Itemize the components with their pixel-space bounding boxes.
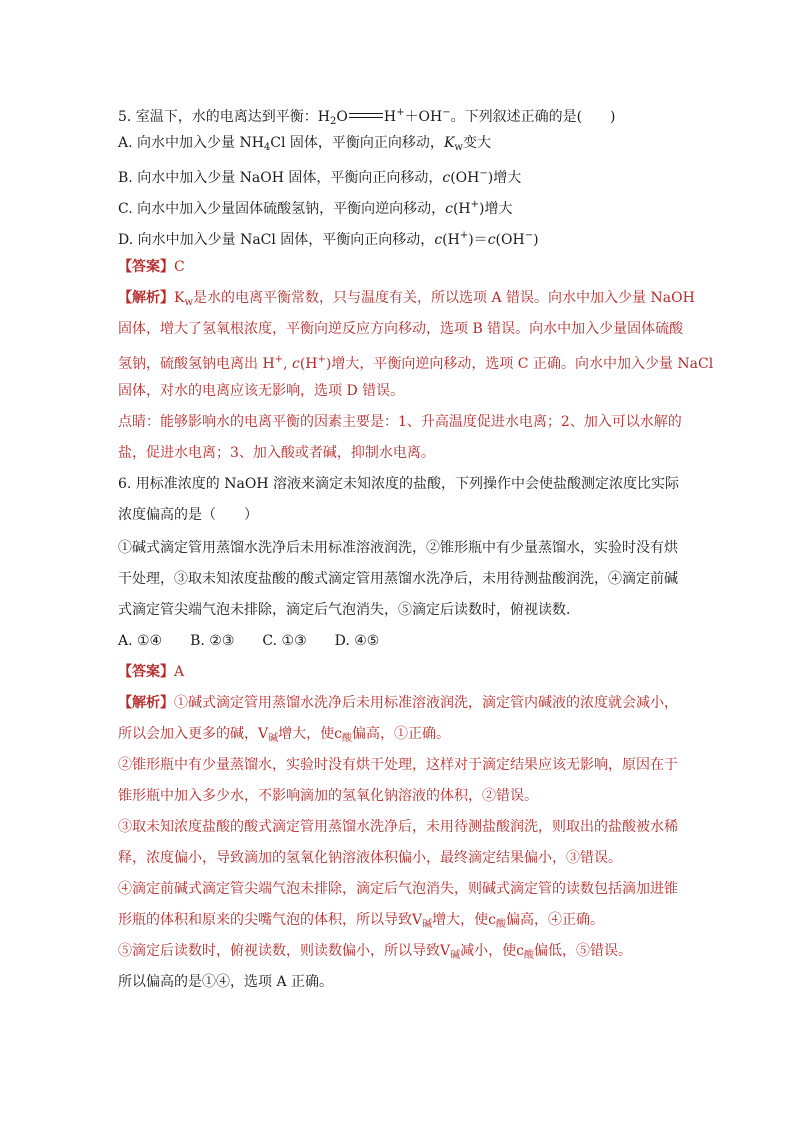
q5-option-d xyxy=(118,226,539,250)
q6-analysis-line xyxy=(118,755,678,775)
q5-stem-text: 。下列叙述正确的是( ) xyxy=(450,109,616,125)
option-text: )增大 xyxy=(487,170,522,186)
option-text: 变大 xyxy=(462,135,491,151)
analysis-text: 偏高，①正确。 xyxy=(351,726,450,742)
point-text: 点睛：能够影响水的电离平衡的因素主要是：1、升高温度促进水电离；2、加入可以水解的 xyxy=(118,414,682,430)
option-text: c xyxy=(434,232,443,248)
option-text: (OH xyxy=(495,232,525,248)
q6-analysis-line xyxy=(118,724,450,749)
q6-stem xyxy=(118,474,679,494)
subscript: 碱 xyxy=(450,950,461,961)
q6-body-text: 式滴定管尖端气泡未排除，滴定后气泡消失，⑤滴定后读数时，俯视读数． xyxy=(118,602,580,618)
analysis-text: 形瓶的体积和原来的尖嘴气泡的体积，所以导致V xyxy=(118,912,423,928)
analysis-text: 增大，使c xyxy=(432,912,496,928)
option-text: c xyxy=(442,170,451,186)
q5-analysis-line xyxy=(118,288,695,313)
subscript: 酸 xyxy=(523,950,534,961)
subscript: w xyxy=(454,142,463,153)
superscript: − xyxy=(524,230,534,241)
superscript: + xyxy=(317,354,326,365)
option-text: (OH xyxy=(450,170,480,186)
q6-answer xyxy=(118,662,184,682)
analysis-text: )增大，平衡向逆向移动，选项 C 正确。向水中加入少量 NaCl xyxy=(325,356,714,372)
analysis-text: ③取未知浓度盐酸的酸式滴定管用蒸馏水洗净后，未用待测盐酸润洗，则取出的盐酸被水稀 xyxy=(118,819,678,835)
q5-point-line xyxy=(118,412,682,432)
analysis-text: 增大，使c xyxy=(278,726,342,742)
conclusion-text: 所以偏高的是①④，选项 A 正确。 xyxy=(118,974,334,990)
analysis-text: ①碱式滴定管用蒸馏水洗净后未用标准溶液润洗，滴定管内碱液的浓度就会减小， xyxy=(174,695,678,711)
q6-conclusion xyxy=(118,972,333,992)
option-text: (H xyxy=(442,232,460,248)
q5-stem-text: 5. 室温下，水的电离达到平衡：H xyxy=(118,109,331,125)
option-text: )增大 xyxy=(479,201,513,217)
q6-stem-text: 6. 用标准浓度的 NaOH 溶液来滴定未知浓度的盐酸，下列操作中会使盐酸测定浓度比实际 xyxy=(118,476,679,492)
point-text: 盐，促进水电离；3、加入酸或者碱，抑制水电离。 xyxy=(118,445,435,461)
q6-analysis-line xyxy=(118,879,678,899)
q6-body-text: 干处理，③取未知浓度盐酸的酸式滴定管用蒸馏水洗净后，未用待测盐酸润洗，④滴定前碱 xyxy=(118,571,678,587)
analysis-text: 偏高，④正确。 xyxy=(505,912,604,928)
subscript: 酸 xyxy=(341,733,352,744)
analysis-text: 是水的电离平衡常数，只与温度有关，所以选项 A 错误。向水中加入少量 NaOH xyxy=(193,290,695,306)
answer-tag: 【答案】 xyxy=(118,664,174,680)
q6-body-text: ①碱式滴定管用蒸馏水洗净后未用标准溶液润洗，②锥形瓶中有少量蒸馏水，实验时没有烘 xyxy=(118,540,678,556)
analysis-text: c xyxy=(291,356,300,372)
option-text: )＝ xyxy=(468,232,488,248)
option-text: c xyxy=(487,232,496,248)
superscript: − xyxy=(442,107,451,118)
q5-analysis-line xyxy=(118,381,404,401)
analysis-text: , xyxy=(283,356,292,372)
analysis-text: 固体，对水的电离应该无影响，选项 D 错误。 xyxy=(118,383,405,399)
q6-analysis-line xyxy=(118,693,678,713)
analysis-text: 释，浓度偏小，导致滴加的氢氧化钠溶液体积偏小，最终滴定结果偏小，③错误。 xyxy=(118,850,622,866)
subscript: 碱 xyxy=(268,733,279,744)
q5-stem-text: ＋OH xyxy=(404,109,443,125)
q5-option-c xyxy=(118,195,513,219)
analysis-text: 所以会加入更多的碱，V xyxy=(118,726,269,742)
q6-body xyxy=(118,538,678,558)
q5-option-a xyxy=(118,133,491,158)
q5-stem-text: H xyxy=(383,109,397,125)
analysis-text: 氢钠，硫酸氢钠电离出 H xyxy=(118,356,275,372)
analysis-tag: 【解析】 xyxy=(118,695,174,711)
equilibrium-arrow-icon xyxy=(349,111,383,120)
option-text: K xyxy=(443,135,455,151)
q6-analysis-line xyxy=(118,817,678,837)
q6-stem xyxy=(118,505,258,525)
q6-options xyxy=(118,631,379,651)
superscript: − xyxy=(479,168,488,179)
analysis-tag: 【解析】 xyxy=(118,290,174,306)
superscript: + xyxy=(396,107,405,118)
q6-options-text: A. ①④ B. ②③ C. ①③ D. ④⑤ xyxy=(118,633,380,649)
q5-option-b xyxy=(118,164,521,188)
q6-body xyxy=(118,600,580,620)
answer-value: A xyxy=(174,664,185,680)
analysis-text: ②锥形瓶中有少量蒸馏水，实验时没有烘干处理，这样对于滴定结果应该无影响，原因在于 xyxy=(118,757,678,773)
q6-analysis-line xyxy=(118,941,632,966)
option-text: (H xyxy=(452,201,471,217)
analysis-text: K xyxy=(174,290,185,306)
option-text: ) xyxy=(533,232,539,248)
q5-answer xyxy=(118,257,185,277)
q6-analysis-line xyxy=(118,786,538,806)
option-text: Cl 固体，平衡向正向移动， xyxy=(270,135,444,151)
option-text: B. 向水中加入少量 NaOH 固体，平衡向正向移动， xyxy=(118,170,443,186)
option-text: c xyxy=(445,201,453,217)
subscript: 碱 xyxy=(422,919,433,930)
analysis-text: ④滴定前碱式滴定管尖端气泡未排除，滴定后气泡消失，则碱式滴定管的读数包括滴加进锥 xyxy=(118,881,678,897)
q6-stem-text: 浓度偏高的是（ ） xyxy=(118,507,258,523)
analysis-text: 锥形瓶中加入多少水，不影响滴加的氢氧化钠溶液的体积，②错误。 xyxy=(118,788,538,804)
analysis-text: 减小，使c xyxy=(460,943,524,959)
subscript: 酸 xyxy=(495,919,506,930)
subscript: 2 xyxy=(330,116,337,127)
analysis-text: ⑤滴定后读数时，俯视读数，则读数偏小，所以导致V xyxy=(118,943,451,959)
analysis-text: 偏低，⑤错误。 xyxy=(533,943,632,959)
option-text: A. 向水中加入少量 NH xyxy=(118,135,264,151)
option-text: D. 向水中加入少量 NaCl 固体，平衡向正向移动， xyxy=(118,232,435,248)
analysis-text: 固体，增大了氢氧根浓度，平衡向逆反应方向移动，选项 B 错误。向水中加入少量固体硫酸 xyxy=(118,321,684,337)
q5-stem-text: O xyxy=(336,109,348,125)
q6-analysis-line xyxy=(118,848,622,868)
superscript: + xyxy=(274,354,284,365)
subscript: w xyxy=(184,297,194,308)
q6-analysis-line xyxy=(118,910,604,935)
answer-value: C xyxy=(174,259,185,275)
q5-point-line xyxy=(118,443,435,463)
option-text: C. 向水中加入少量固体硫酸氢钠，平衡向逆向移动， xyxy=(118,201,446,217)
q6-body xyxy=(118,569,678,589)
subscript: 4 xyxy=(263,142,271,153)
q5-analysis-line xyxy=(118,350,713,374)
answer-tag: 【答案】 xyxy=(118,259,174,275)
q5-stem xyxy=(118,103,616,132)
superscript: + xyxy=(459,230,469,241)
analysis-text: (H xyxy=(299,356,318,372)
q5-analysis-line xyxy=(118,319,683,339)
superscript: + xyxy=(470,199,480,210)
